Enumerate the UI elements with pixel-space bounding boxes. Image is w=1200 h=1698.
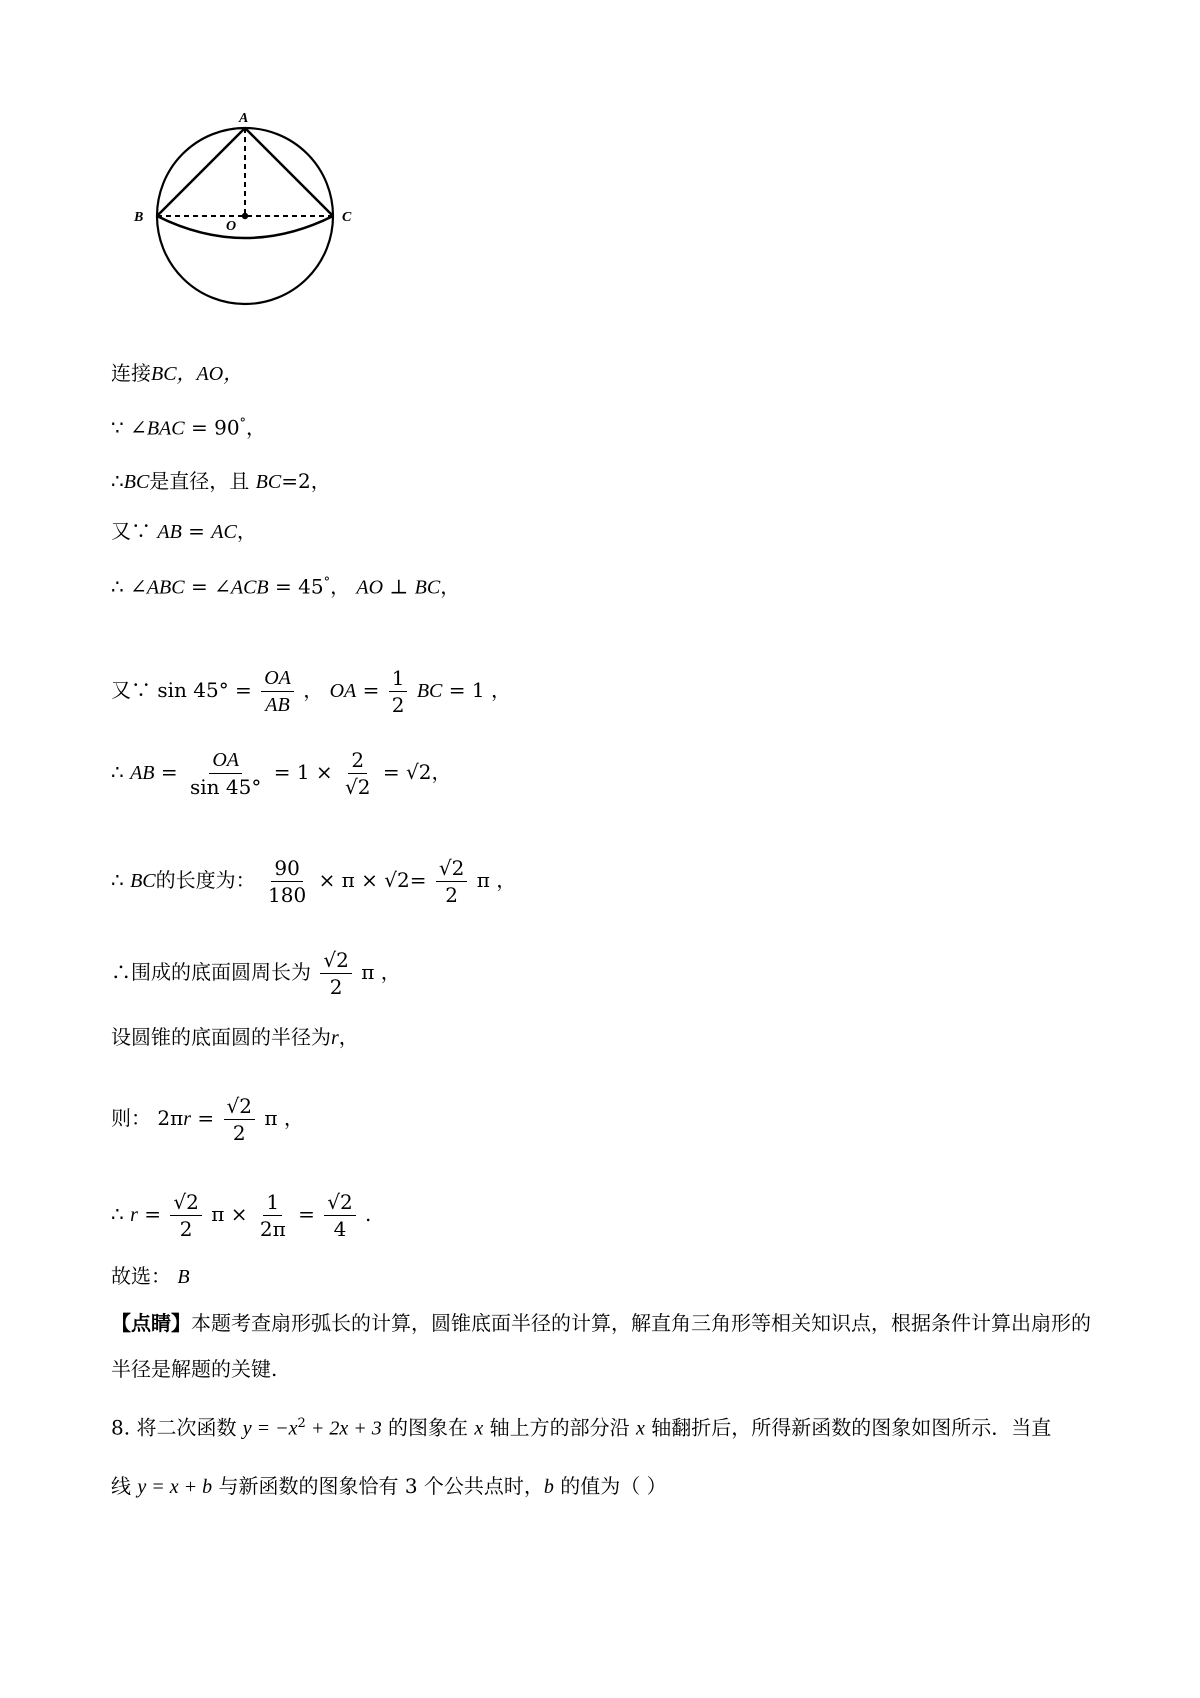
therefore: ∴ xyxy=(111,469,124,493)
denominator: 2π xyxy=(259,1217,286,1241)
var-r: r xyxy=(130,1204,138,1226)
punct-2: ， xyxy=(440,574,461,599)
equals: = xyxy=(191,1106,221,1130)
therefore: ∴ xyxy=(111,868,131,892)
equals: = xyxy=(137,1202,168,1226)
comment-text: 本题考查扇形弧长的计算，圆锥底面半径的计算，解直角三角形等相关知识点，根据条件计算出扇形的半径是解题的关键. xyxy=(111,1311,1091,1381)
var-bc-2: BC xyxy=(255,471,282,493)
equals-2: = xyxy=(382,760,407,784)
numerator: √2 xyxy=(320,950,351,974)
pi-punct: π ， xyxy=(361,960,401,984)
equals: = xyxy=(181,519,212,543)
fraction-90-180 xyxy=(265,858,309,905)
step-var: BC，AO， xyxy=(151,363,244,385)
comment-tag: 【点睛】 xyxy=(111,1311,191,1335)
step-45deg xyxy=(111,576,460,598)
var-x-2: x xyxy=(636,1417,645,1440)
question-text-3: 轴翻折后，所得新函数的图象如图所示．当直 xyxy=(644,1415,1052,1440)
fraction-oa-sin xyxy=(187,750,264,797)
numerator: √2 xyxy=(170,1192,201,1216)
numerator: 1 xyxy=(389,668,408,692)
equals: = xyxy=(356,678,386,702)
times-pi: × π × xyxy=(318,868,385,892)
radicand: 2 xyxy=(451,856,465,880)
fraction-root2-4 xyxy=(324,1192,355,1239)
period: . xyxy=(365,1202,372,1226)
question-text-3: 的值为（ ） xyxy=(553,1474,667,1498)
arc-bc xyxy=(157,216,333,238)
var-bc: BC xyxy=(416,680,443,702)
fraction-half xyxy=(389,668,408,715)
perpendicular: ⊥ xyxy=(383,574,415,599)
denominator: 2 xyxy=(329,975,343,999)
angle-value: = 90 xyxy=(184,415,240,440)
step-text: ∴围成的底面圆周长为 xyxy=(111,960,311,984)
label-a: A xyxy=(239,111,249,126)
step-equation xyxy=(111,1096,304,1143)
therefore: ∴ xyxy=(111,1202,131,1226)
question-8-line-2 xyxy=(111,1476,667,1497)
step-angle-bac xyxy=(111,417,266,439)
step-text: 连接 xyxy=(111,361,151,385)
numerator: OA xyxy=(209,750,242,774)
fraction-root2-2 xyxy=(170,1192,201,1239)
label-b: B xyxy=(134,210,144,225)
punct: ， xyxy=(338,1025,359,1049)
also-because: 又∵ xyxy=(111,519,158,543)
punct: ， xyxy=(431,760,452,784)
denominator: 2 xyxy=(232,1121,246,1145)
times-pi: π × xyxy=(211,1202,254,1226)
question-number: 8. 将二次函数 xyxy=(111,1415,243,1440)
step-value: =2， xyxy=(281,469,331,493)
numerator: 1 xyxy=(263,1192,282,1216)
then-expr: 则： 2π xyxy=(111,1106,184,1130)
step-connect xyxy=(111,363,243,384)
question-text: 线 xyxy=(111,1474,138,1498)
exponent: 2 xyxy=(297,1416,306,1431)
function-expr: y = −x xyxy=(242,1417,298,1440)
denominator: 2 xyxy=(179,1217,193,1241)
denominator: AB xyxy=(265,694,290,716)
arc-bc: BC xyxy=(130,870,156,892)
sin-expr: 又∵ sin 45° = xyxy=(111,678,259,702)
angle-abc: ABC xyxy=(146,576,185,599)
line-expr: y = x + b xyxy=(137,1476,213,1498)
punct: ， xyxy=(246,415,267,440)
step-result xyxy=(111,1192,371,1239)
radicand: 2 xyxy=(239,1094,252,1118)
function-expr-2: + 2x + 3 xyxy=(305,1417,382,1440)
numerator: √2 xyxy=(324,1192,355,1216)
fraction-1-2pi xyxy=(257,1192,289,1239)
fraction-root2-2 xyxy=(320,950,351,997)
radicand: 2 xyxy=(397,868,410,892)
degree: ° xyxy=(323,575,331,590)
fraction-root2-2 xyxy=(436,858,467,905)
equals-2: = xyxy=(298,1202,315,1226)
label-c: C xyxy=(342,210,352,225)
result-radicand: 2 xyxy=(418,760,432,784)
question-text-2: 与新函数的图象恰有 3 个公共点时， xyxy=(212,1474,544,1498)
chord-ac xyxy=(245,128,333,216)
step-answer xyxy=(111,1266,190,1287)
step-text: 是直径，且 xyxy=(149,469,256,493)
equals-angle: = ∠ xyxy=(184,574,231,599)
numerator: OA xyxy=(261,668,294,692)
answer-value: B xyxy=(177,1266,190,1288)
degree: ° xyxy=(239,416,247,431)
step-value: = 1 ， xyxy=(442,678,511,702)
question-text: 的图象在 xyxy=(381,1415,475,1440)
punct: ， xyxy=(236,519,257,543)
var-x: x xyxy=(474,1417,484,1440)
comment-paragraph xyxy=(111,1300,1101,1392)
denominator: 4 xyxy=(333,1217,347,1241)
step-circumference xyxy=(111,950,401,997)
step-arc-length: ∴ BC的长度为： $\frac{90}{180}$ × π × √2= $\frac{√2}{2}$ π ， xyxy=(111,856,517,907)
step-sin xyxy=(111,668,511,715)
fraction-oa-ab xyxy=(261,668,294,715)
question-8-line-1 xyxy=(111,1417,1051,1439)
angle-acb: ACB xyxy=(230,576,269,599)
var-bc: BC xyxy=(123,471,150,493)
var-oa: OA xyxy=(329,680,357,702)
denominator: 180 xyxy=(268,883,307,907)
var-ab: AB xyxy=(130,762,155,784)
var-b: b xyxy=(543,1476,554,1498)
var-bc: BC xyxy=(414,576,441,599)
equals: = xyxy=(409,868,427,892)
numerator: √2 xyxy=(224,1096,255,1120)
chord-ab xyxy=(157,128,245,216)
step-radius xyxy=(111,1027,359,1048)
equals: = xyxy=(154,760,185,784)
denominator: √2 xyxy=(345,775,371,799)
therefore: ∴ ∠ xyxy=(111,574,147,599)
step-text: 的长度为： xyxy=(155,868,263,892)
radicand: 2 xyxy=(339,1190,353,1214)
therefore: ∴ xyxy=(111,760,131,784)
var-r: r xyxy=(331,1027,339,1049)
var-r: r xyxy=(183,1108,192,1130)
pi-punct: π ， xyxy=(264,1106,304,1130)
step-text: 设圆锥的底面圆的半径为 xyxy=(111,1025,331,1049)
circle-figure xyxy=(120,100,380,340)
numerator: 2 xyxy=(348,750,367,774)
var-ab: AB xyxy=(157,521,182,543)
question-text-2: 轴上方的部分沿 xyxy=(483,1415,637,1440)
denominator: 2 xyxy=(445,883,459,907)
pi-punct: π ， xyxy=(476,868,517,892)
fraction-root2-2 xyxy=(224,1096,255,1143)
numerator: 90 xyxy=(271,858,302,882)
step-ab-ac xyxy=(111,521,257,542)
radicand: 2 xyxy=(336,948,349,972)
times-expr: = 1 × xyxy=(273,760,340,784)
denominator: sin 45° xyxy=(190,775,262,799)
angle-name: BAC xyxy=(146,417,185,440)
step-diameter xyxy=(111,471,331,492)
because: ∵ ∠ xyxy=(111,415,147,440)
denominator: 2 xyxy=(391,693,405,717)
step-ab-value: ∴ AB = $\frac{OA}{\sin 45^\circ}$ = 1 × $\frac{2}{√2}$ = √2， xyxy=(111,748,452,799)
radicand: 2 xyxy=(186,1190,199,1214)
punct: ， xyxy=(303,678,330,702)
radicand: 2 xyxy=(357,775,371,799)
var-ao: AO xyxy=(356,576,384,599)
var-ac: AC xyxy=(211,521,237,543)
center-point xyxy=(242,213,248,219)
numerator: √2 xyxy=(436,858,467,882)
label-o: O xyxy=(226,219,237,234)
angle-value: = 45 xyxy=(268,574,324,599)
answer-label: 故选： xyxy=(111,1264,178,1288)
punct: ， xyxy=(330,574,357,599)
fraction-2-root2 xyxy=(342,750,373,797)
